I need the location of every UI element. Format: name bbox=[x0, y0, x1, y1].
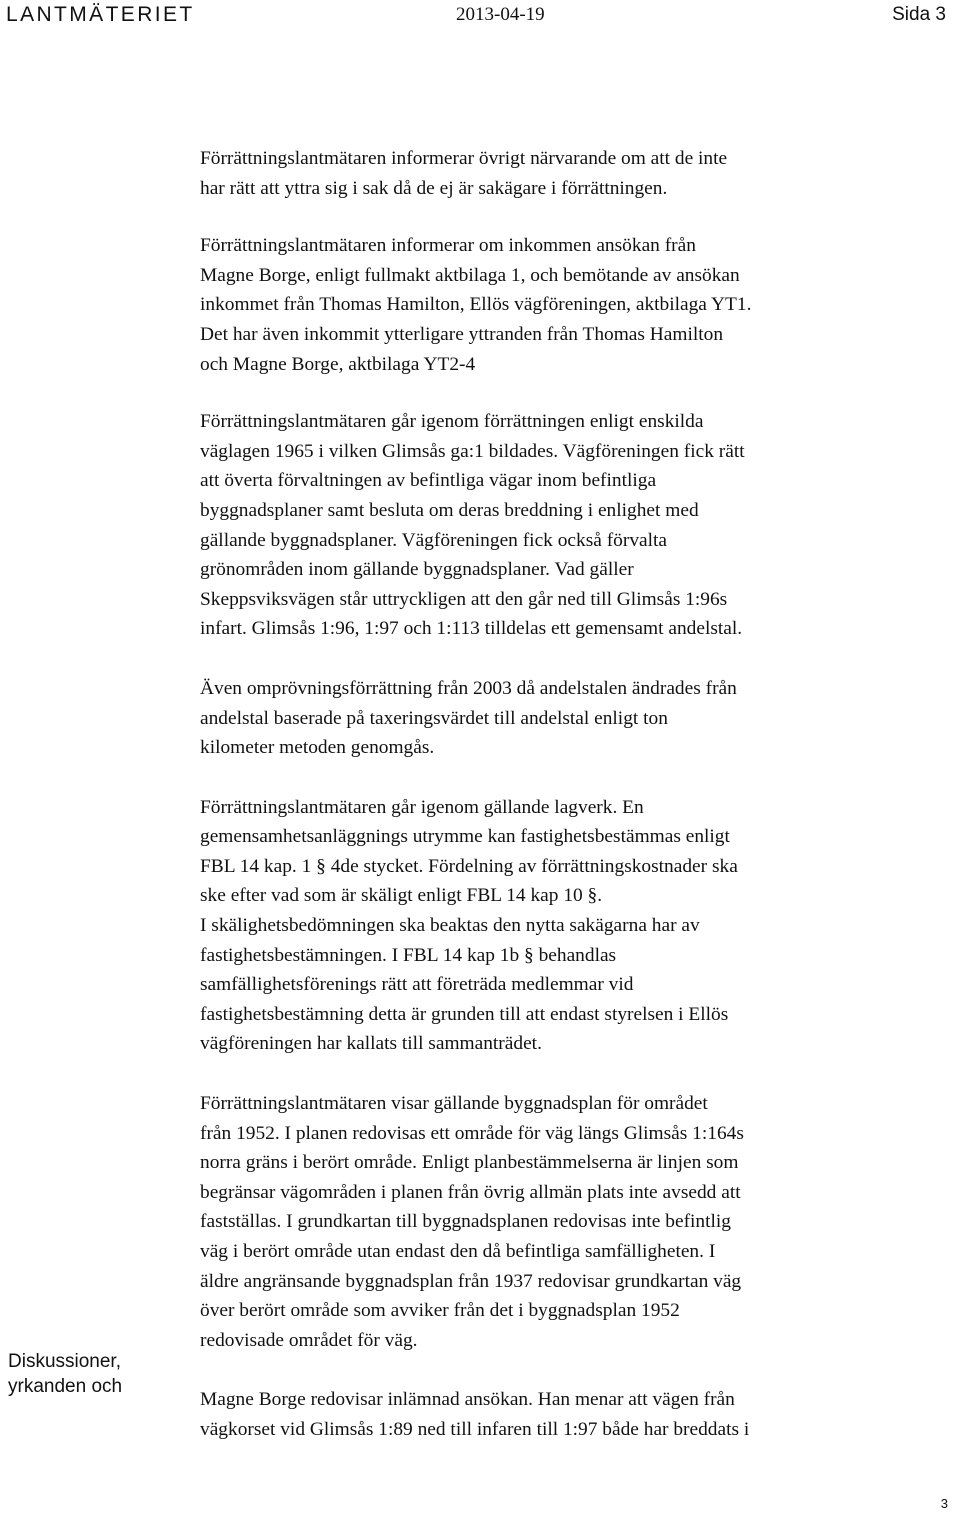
page-label: Sida 3 bbox=[892, 4, 946, 25]
margin-heading-discussions bbox=[8, 1349, 168, 1399]
text-line: Skeppsviksvägen står uttryckligen att den går ned till Glimsås 1:96s bbox=[200, 588, 728, 610]
document-body bbox=[200, 144, 948, 1445]
text-line: redovisade området för väg. bbox=[200, 1329, 418, 1351]
text-line: andelstal baserade på taxeringsvärdet till andelstal enligt ton bbox=[200, 707, 668, 729]
paragraph-application-presented bbox=[200, 1385, 948, 1444]
document-date: 2013-04-19 bbox=[456, 4, 545, 25]
text-line: FBL 14 kap. 1 § 4de stycket. Fördelning av förrättningskostnader ska bbox=[200, 855, 738, 877]
text-line: fastställas. I grundkartan till byggnadsplanen redovisas inte befintlig bbox=[200, 1211, 731, 1233]
text-line: över berört område som avviker från det i byggnadsplan 1952 bbox=[200, 1300, 680, 1322]
paragraph-reasonableness-assessment bbox=[200, 911, 948, 1059]
text-line: grönområden inom gällande byggnadsplaner. Vad gäller bbox=[200, 559, 634, 581]
paragraph-received-application bbox=[200, 231, 948, 379]
text-line: byggnadsplaner samt besluta om deras breddning i enlighet med bbox=[200, 499, 699, 521]
paragraph-reassessment-2003 bbox=[200, 674, 948, 763]
text-line: vägföreningen har kallats till sammanträdet. bbox=[200, 1033, 542, 1055]
text-line: Magne Borge redovisar inlämnad ansökan. Han menar att vägen från bbox=[200, 1389, 735, 1411]
text-line: väglagen 1965 i vilken Glimsås ga:1 bildades. Vägföreningen fick rätt bbox=[200, 440, 745, 462]
footer-page-number: 3 bbox=[940, 1496, 948, 1511]
text-line: gemensamhetsanläggnings utrymme kan fastighetsbestämmas enligt bbox=[200, 826, 730, 848]
text-line: Förrättningslantmätaren går igenom förrättningen enligt enskilda bbox=[200, 411, 704, 433]
text-line: fastighetsbestämningen. I FBL 14 kap 1b § behandlas bbox=[200, 944, 617, 966]
organization-name: LANTMÄTERIET bbox=[6, 3, 195, 26]
text-line: Förrättningslantmätaren går igenom gällande lagverk. En bbox=[200, 796, 644, 818]
text-line: begränsar vägområden i planen från övrig allmän plats inte avsedd att bbox=[200, 1181, 741, 1203]
text-line: samfällighetsförenings rätt att företräda medlemmar vid bbox=[200, 974, 634, 996]
text-line: har rätt att yttra sig i sak då de ej är sakägare i förrättningen. bbox=[200, 177, 668, 199]
text-line: Magne Borge, enligt fullmakt aktbilaga 1, och bemötande av ansökan bbox=[200, 264, 740, 286]
text-line: från 1952. I planen redovisas ett område för väg längs Glimsås 1:164s bbox=[200, 1122, 744, 1144]
text-line: Förrättningslantmätaren informerar övrigt närvarande om att de inte bbox=[200, 148, 728, 169]
text-line: att överta förvaltningen av befintliga vägar inom befintliga bbox=[200, 470, 657, 492]
text-line: fastighetsbestämning detta är grunden till att endast styrelsen i Ellös bbox=[200, 1003, 729, 1025]
text-line: norra gräns i berört område. Enligt planbestämmelserna är linjen som bbox=[200, 1152, 739, 1174]
text-line: Även omprövningsförrättning från 2003 då andelstalen ändrades från bbox=[200, 677, 737, 699]
paragraph-applicable-law bbox=[200, 793, 948, 911]
text-line: inkommet från Thomas Hamilton, Ellös vägföreningen, aktbilaga YT1. bbox=[200, 294, 752, 316]
margin-heading-line: yrkanden och bbox=[8, 1376, 123, 1397]
text-line: väg i berört område utan endast den då befintliga samfälligheten. I bbox=[200, 1241, 716, 1262]
text-line: äldre angränsande byggnadsplan från 1937 redovisar grundkartan väg bbox=[200, 1270, 742, 1292]
text-line: I skälighetsbedömningen ska beaktas den nytta sakägarna har av bbox=[200, 915, 700, 937]
paragraph-information-to-attendees bbox=[200, 144, 948, 203]
text-line: ske efter vad som är skäligt enligt FBL 14 kap 10 §. bbox=[200, 885, 603, 907]
margin-heading-line: Diskussioner, bbox=[8, 1351, 121, 1372]
text-line: Det har även inkommit ytterligare yttranden från Thomas Hamilton bbox=[200, 323, 724, 345]
page-header bbox=[0, 0, 960, 34]
text-line: infart. Glimsås 1:96, 1:97 och 1:113 tilldelas ett gemensamt andelstal. bbox=[200, 618, 743, 640]
text-line: kilometer metoden genomgås. bbox=[200, 737, 435, 759]
text-line: Förrättningslantmätaren informerar om inkommen ansökan från bbox=[200, 235, 696, 257]
text-line: vägkorset vid Glimsås 1:89 ned till infaren till 1:97 både har breddats i bbox=[200, 1418, 750, 1440]
text-line: och Magne Borge, aktbilaga YT2-4 bbox=[200, 353, 476, 375]
text-line: Förrättningslantmätaren visar gällande byggnadsplan för området bbox=[200, 1093, 708, 1115]
paragraph-road-act-1965 bbox=[200, 407, 948, 644]
paragraph-building-plan-1952 bbox=[200, 1089, 948, 1355]
text-line: gällande byggnadsplaner. Vägföreningen fick också förvalta bbox=[200, 529, 668, 551]
